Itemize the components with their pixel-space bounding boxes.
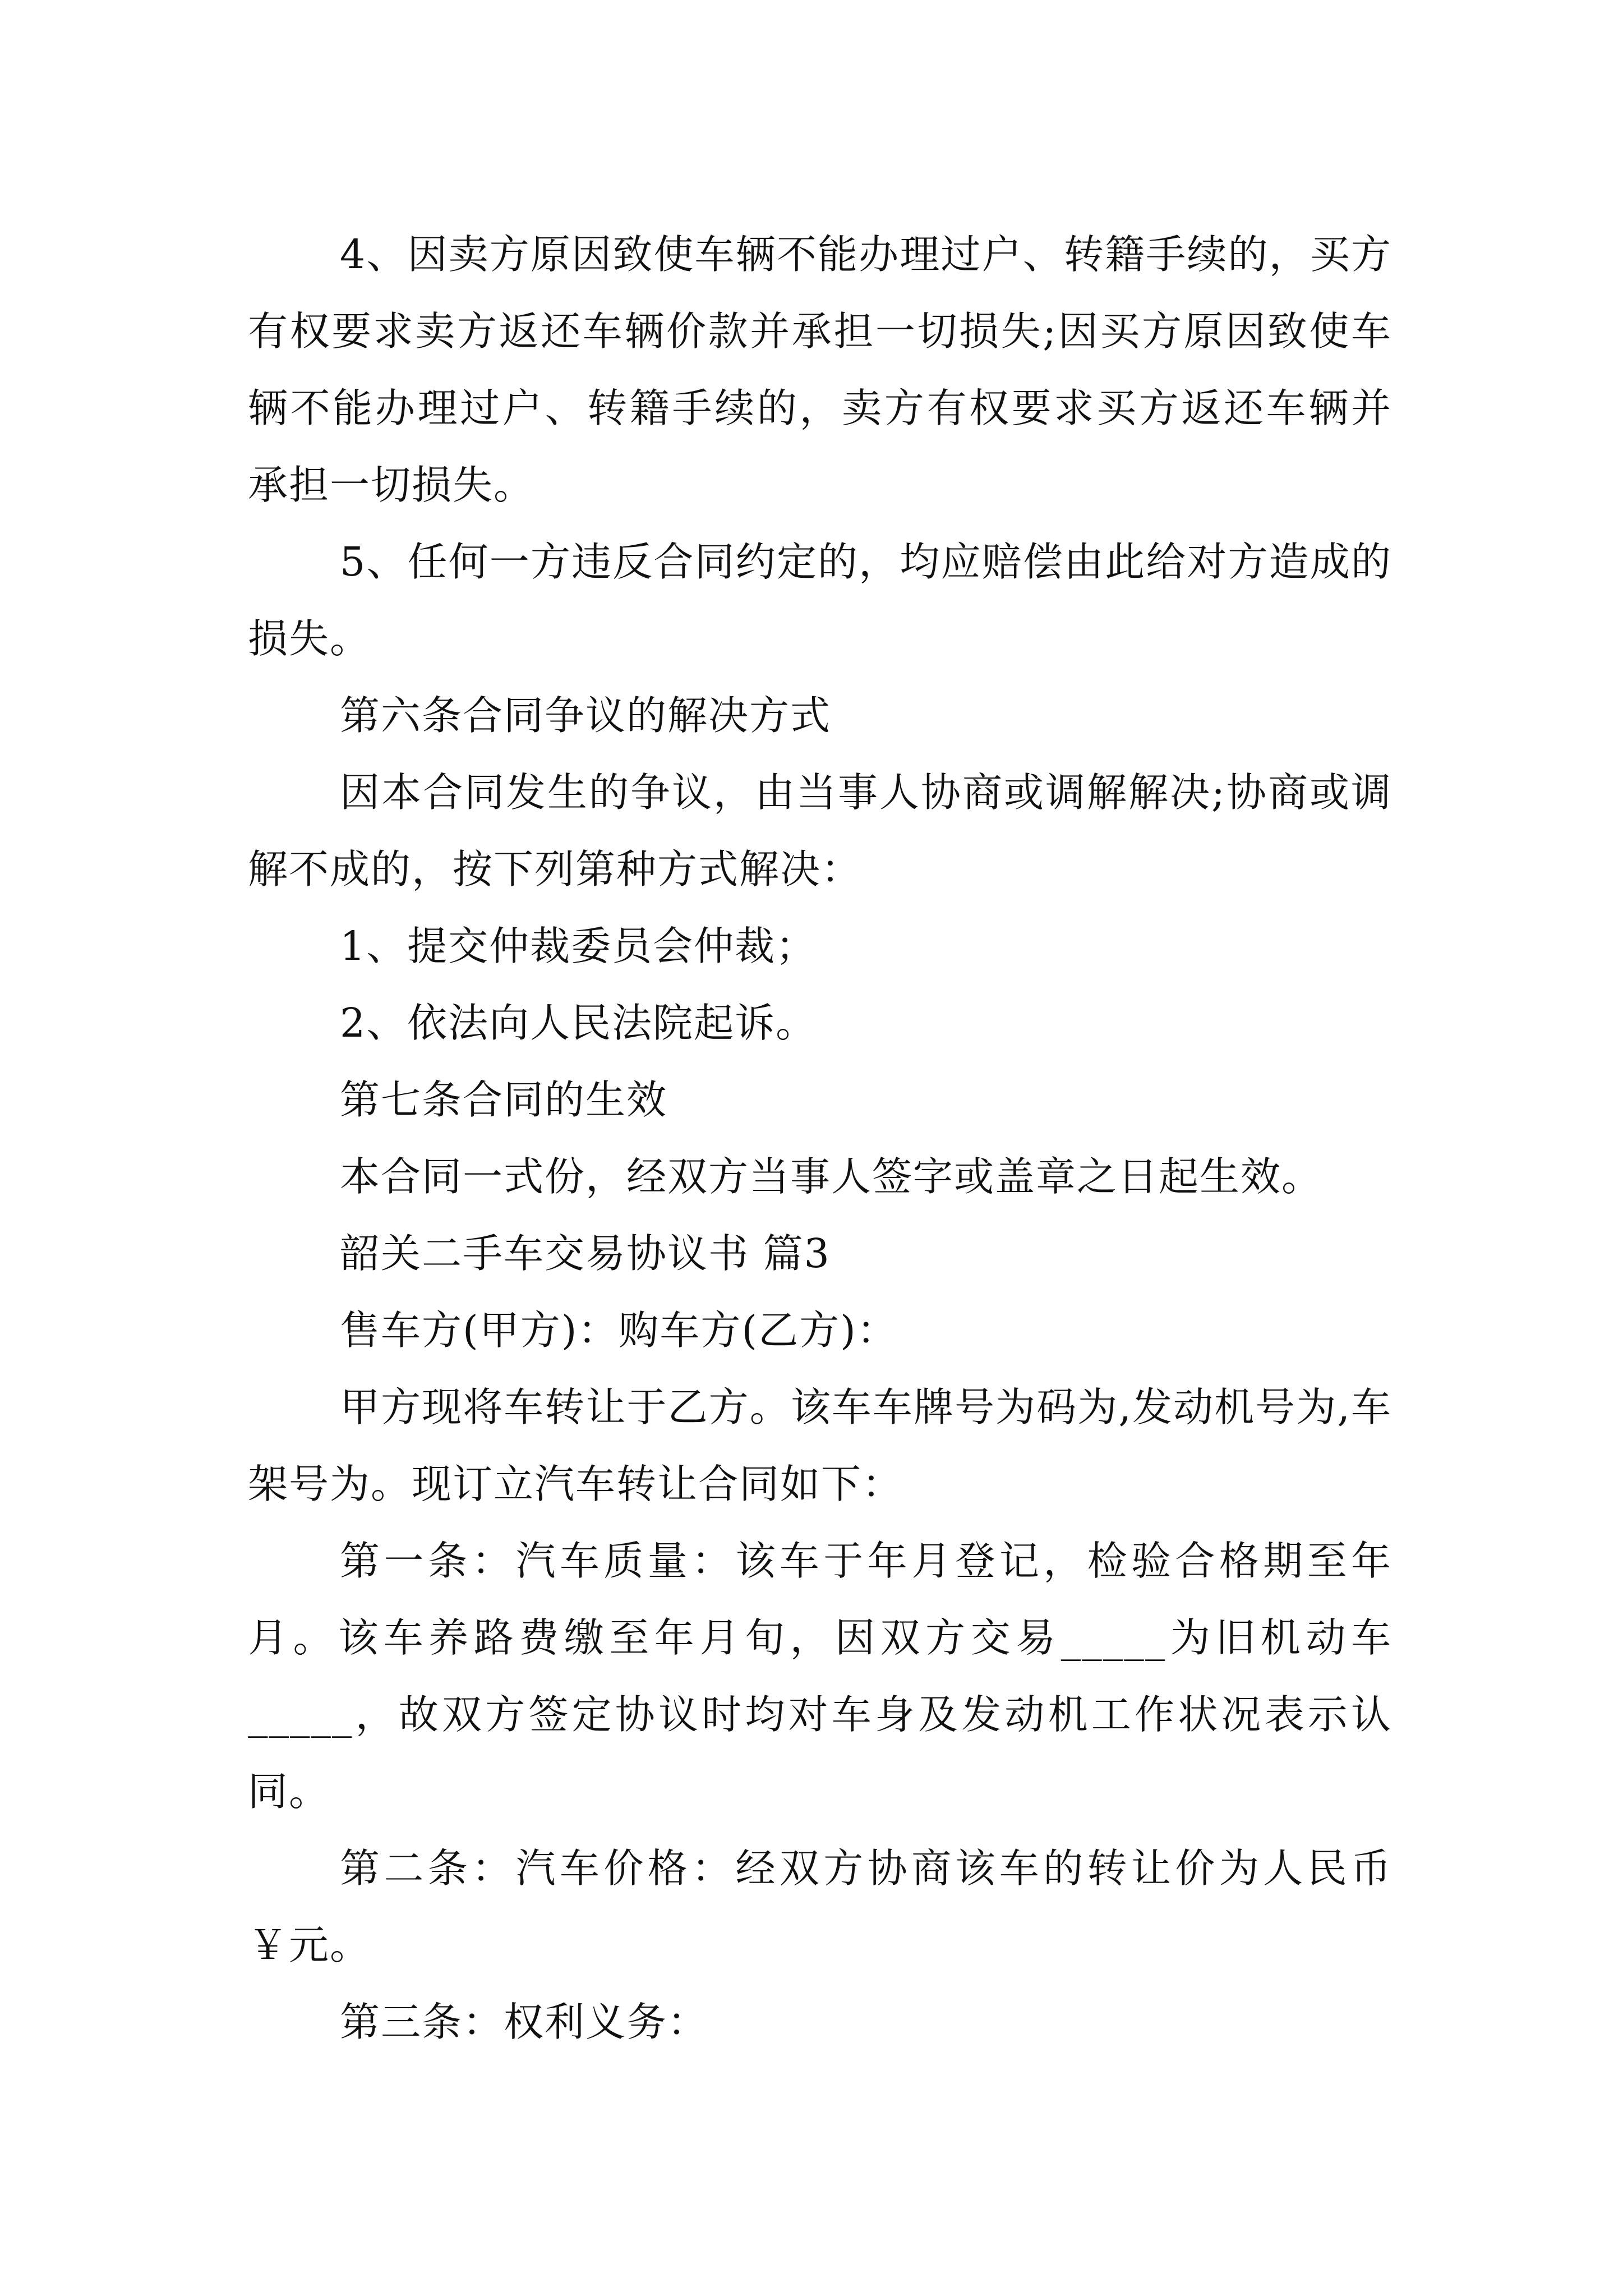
section-title: 韶关二手车交易协议书 篇3 xyxy=(340,1230,831,1277)
paragraph-effectiveness: 本合同一式份，经双方当事人签字或盖章之日起生效。 xyxy=(340,1153,1323,1200)
heading-article-7: 第七条合同的生效 xyxy=(340,1076,668,1123)
paragraph-article-1-quality: 第一条：汽车质量：该车于年月登记，检验合格期至年月。该车养路费缴至年月旬，因双方交易_____为旧机动车_____，故双方签定协议时均对车身及发动机工作状况表示认同。 xyxy=(248,1538,1392,1815)
paragraph-transfer: 甲方现将车转让于乙方。该车车牌号为码为,发动机号为,车架号为。现订立汽车转让合同如下： xyxy=(248,1384,1392,1507)
paragraph-parties: 售车方(甲方)：购车方(乙方)： xyxy=(340,1307,898,1354)
paragraph-clause-5: 5、任何一方违反合同约定的，均应赔偿由此给对方造成的损失。 xyxy=(248,539,1392,662)
document-body xyxy=(248,216,1392,2060)
heading-article-6: 第六条合同争议的解决方式 xyxy=(340,692,832,739)
list-item-arbitration: 1、提交仲裁委员会仲裁； xyxy=(340,923,817,969)
paragraph-article-3-rights: 第三条：权利义务： xyxy=(340,1999,709,2045)
paragraph-dispute-resolution: 因本合同发生的争议，由当事人协商或调解解决;协商或调解不成的，按下列第种方式解决： xyxy=(248,769,1392,892)
paragraph-article-2-price: 第二条：汽车价格：经双方协商该车的转让价为人民币￥元。 xyxy=(248,1845,1392,1968)
paragraph-clause-4: 4、因卖方原因致使车辆不能办理过户、转籍手续的，买方有权要求卖方返还车辆价款并承担一切损失;因买方原因致使车辆不能办理过户、转籍手续的，卖方有权要求买方返还车辆并承担一切损失。 xyxy=(248,231,1392,508)
list-item-court: 2、依法向人民法院起诉。 xyxy=(340,1000,817,1046)
